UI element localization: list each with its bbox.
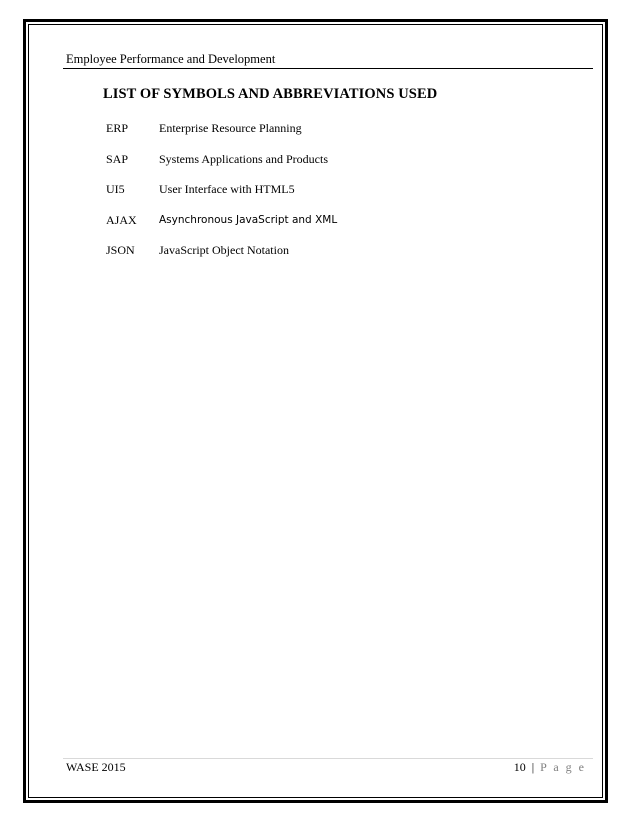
footer-left-text: WASE 2015 — [66, 760, 126, 774]
abbreviation-code: SAP — [106, 151, 129, 166]
abbreviation-code: AJAX — [106, 212, 137, 227]
section-title: LIST OF SYMBOLS AND ABBREVIATIONS USED — [103, 86, 438, 102]
abbreviation-definition: Enterprise Resource Planning — [159, 121, 302, 135]
footer-separator: | — [531, 760, 535, 774]
abbreviation-code: JSON — [106, 243, 135, 257]
abbreviation-list — [106, 121, 526, 274]
abbreviation-code: UI5 — [106, 182, 125, 196]
page-number: 10 — [513, 760, 526, 774]
abbreviation-row — [106, 182, 526, 213]
header-divider — [63, 68, 593, 69]
abbreviation-definition: JavaScript Object Notation — [159, 243, 289, 257]
abbreviation-definition: Systems Applications and Products — [159, 151, 328, 166]
abbreviation-definition: Asynchronous JavaScript and XML — [159, 213, 338, 226]
abbreviation-row — [106, 121, 526, 152]
page-number-footer — [514, 760, 586, 775]
running-header: Employee Performance and Development — [66, 52, 276, 66]
footer-divider — [63, 758, 593, 759]
abbreviation-code: ERP — [106, 121, 129, 135]
abbreviation-row — [106, 243, 526, 274]
abbreviation-row — [106, 213, 526, 244]
abbreviation-row — [106, 152, 526, 183]
page-label: P a g e — [540, 760, 586, 774]
abbreviation-definition: User Interface with HTML5 — [159, 182, 295, 196]
